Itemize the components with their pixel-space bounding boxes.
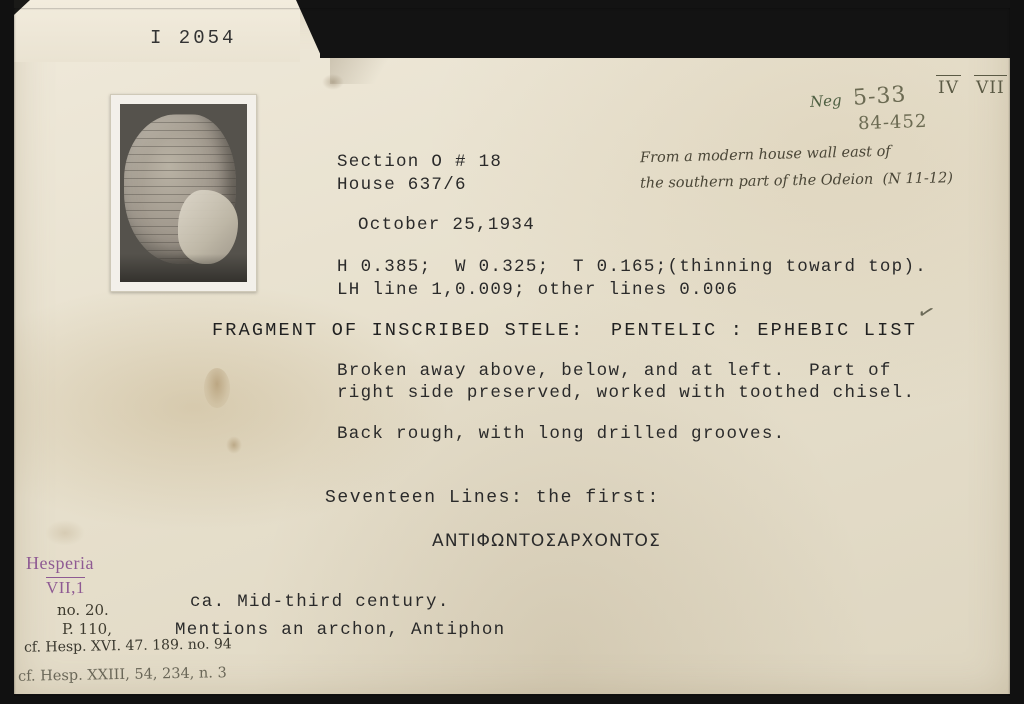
check-mark-icon: ✓ [914,297,939,327]
publication-stamp: Hesperia [26,553,94,573]
dimensions-line-2: LH line 1,0.009; other lines 0.006 [337,280,739,300]
catalog-number: I 2054 [150,27,237,49]
publication-volume [46,578,85,598]
description-line-2: right side preserved, worked with toothed chisel. [337,383,916,403]
photo-image [120,104,247,282]
negative-number-1: 5-33 [852,82,908,111]
inscription-fragment-photo [110,94,257,292]
publication-page: P. 110, [62,620,112,638]
mentions-line: Mentions an archon, Antiphon [175,620,506,640]
photo-shadow [120,254,247,282]
dimensions-line-1: H 0.385; W 0.325; T 0.165;(thinning toward top). [337,257,928,277]
section-line: Section O # 18 [337,152,503,172]
description-line-3: Back rough, with long drilled grooves. [337,424,786,444]
lines-note: Seventeen Lines: the first: [325,488,660,508]
cross-reference-note-1: cf. Hesp. XVI. 47. 189. no. 94 [23,636,232,656]
provenance-note-line-1: From a modern house wall east of [639,143,891,167]
excavation-date: October 25,1934 [358,215,536,235]
negative-label: Neg [809,91,843,111]
stone-break-surface [178,190,238,264]
negative-number-2: 84-452 [857,110,928,135]
scan-background-top [320,0,1010,58]
publication-volume-text: VII,1 [46,578,85,597]
object-heading: FRAGMENT OF INSCRIBED STELE: PENTELIC : EPHEBIC LIST [212,320,917,341]
provenance-note-line-2: the southern part of the Odeion (N 11-12) [639,170,954,192]
cross-reference-note-2: cf. Hesp. XXIII, 54, 234, n. 3 [17,665,227,685]
card-tab-slope [296,0,322,58]
greek-inscription-text: ΑΝΤΙΦΩΝΤΟΣΑΡΧΟΝΤΟΣ [432,531,662,551]
house-line: House 637/6 [337,175,467,195]
scan-background-left [0,0,14,704]
description-line-1: Broken away above, below, and at left. Part of [337,361,892,381]
dating-line: ca. Mid-third century. [190,592,450,612]
volume-mark-1: IV [938,78,959,98]
publication-number: no. 20. [57,601,109,619]
volume-mark-2: VII [976,78,1005,98]
scan-background-right [1010,0,1024,704]
scan-background-bottom [0,694,1024,704]
